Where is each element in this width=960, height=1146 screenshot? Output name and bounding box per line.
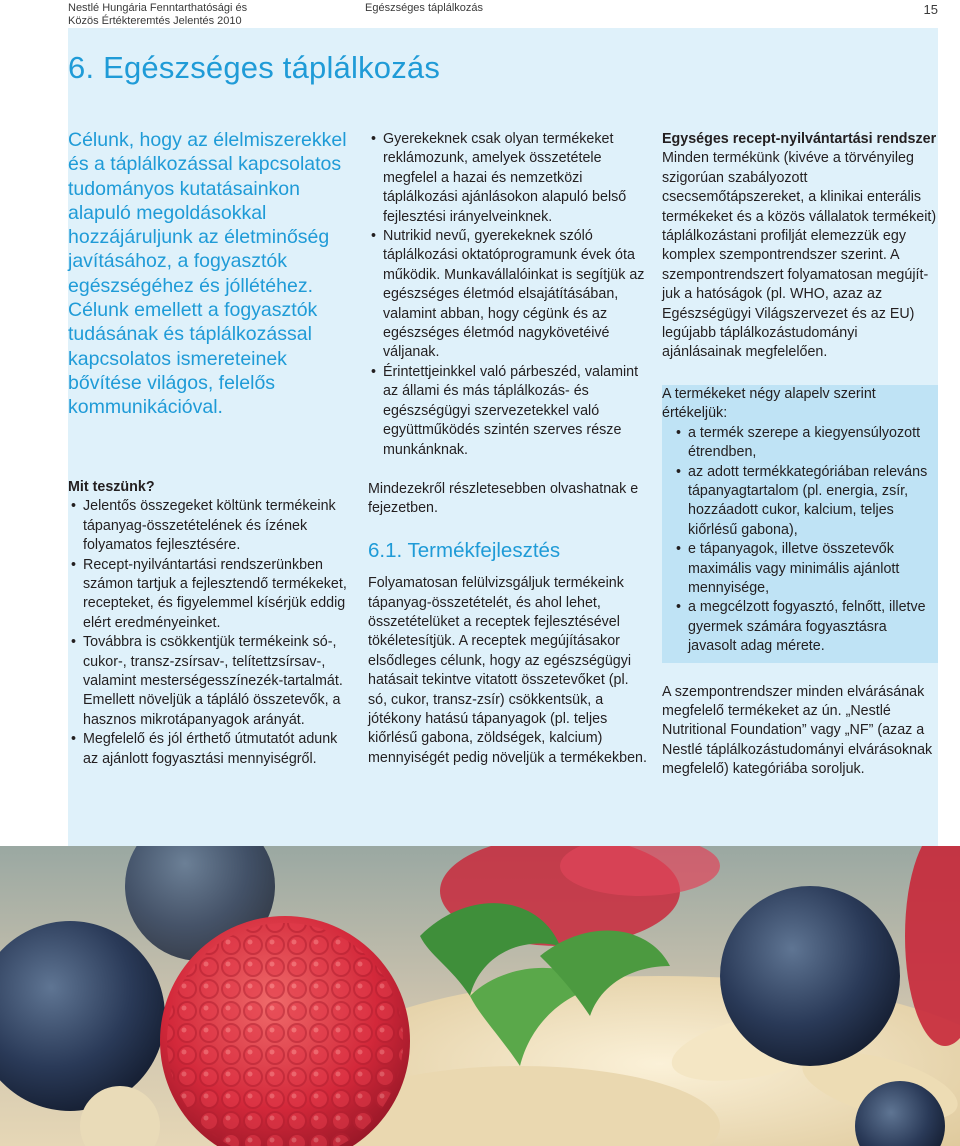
chapter-title: 6. Egészséges táplálkozás	[68, 50, 441, 85]
recipe-system-heading: Egységes recept-nyilvántartási rendszer	[662, 131, 937, 147]
column-1	[68, 478, 350, 769]
principles-box	[662, 385, 938, 663]
list-item: • e tápanyagok, illetve összetevők maximális vagy minimális ajánlott mennyisége,	[662, 540, 938, 598]
what-we-do-list	[68, 497, 350, 769]
principles-list	[662, 424, 938, 657]
section-header: Egészséges táplálkozás	[365, 2, 484, 14]
list-item: • Nutrikid nevű, gyerekeknek szóló táplálkozási oktatóprogramunk évek óta működik. Munkavállalóinkat is segítjük az egészséges életmód elsajátításában, valamint abban, hogy cégünk és az egészséges életmód nagykövetéivé váljanak.	[368, 227, 648, 363]
list-item: • Jelentős összegeket költünk termékeink tápanyag-összetételének és ízének folyamatos fejlesztésére.	[68, 497, 350, 555]
what-we-do-heading: Mit teszünk?	[68, 479, 155, 495]
section-title: 6.1. Termékfejlesztés	[368, 538, 561, 562]
commitments-list	[368, 130, 648, 460]
list-item: • Érintettjeinkkel való párbeszéd, valamint az állami és más táplálkozás- és egészségügyi szervezetekkel való együttműködés szintén szerves része munkánknak.	[368, 363, 648, 460]
column-2	[368, 130, 648, 768]
column-3	[662, 130, 938, 780]
list-item: • Megfelelő és jól érthető útmutatót adunk az ajánlott fogyasztási mennyiségről.	[68, 730, 350, 769]
list-item: • Gyerekeknek csak olyan termékeket reklámozunk, amelyek összetétele megfelel a hazai és nemzetközi táplálkozási ajánlásokon alapuló belső fejlesztési irányelveinknek.	[368, 130, 648, 227]
berries-cereal-photo	[0, 846, 960, 1146]
closing-text: A szempontrendszer minden elvárásának megfelelő termékeket az ún. „Nestlé Nutritional Foundation” vagy „NF” (azaz a Nestlé táplálkozástudományi elvárásoknak megfelelő) kategóriába soroljuk.	[662, 683, 933, 778]
product-development-text: Folyamatosan felülvizsgáljuk termékeink tápanyag-összetételét, és ahol lehet, összetételüket a receptek fejlesztésével tökéletesítjük. A receptek megújításakor elsődleges célunk, hogy az egészségügyi hatásait tekintve vitatott összetevőket (pl. só, cukor, transz-zsír) csökkentsük, a jótékony hatású tápanyagok (pl. teljes kiőrlésű gabona, zöldségek, kalcium) mennyiségét pedig növeljük a termékekben.	[368, 575, 647, 766]
list-item: • a termék szerepe a kiegyensúlyozott étrendben,	[662, 424, 938, 463]
intro-text: Célunk, hogy az élelmiszerekkel és a táplálkozással kapcsolatos tudományos kutatásainkon alapuló megoldásokkal hozzájáruljunk az életminőség javításához, a fogyasztók egészségéhez és jóllétéhez. Célunk emellett a fogyasztók tudásának és táplálkozással kapcsolatos ismereteinek bővítése világos, felelős kommunikációval.	[68, 129, 347, 419]
recipe-system-text: Minden termékünk (kivéve a törvényileg szigorúan szabályozott csecsemőtápszereket, a klinikai enterális termékeket és a közös vállalatok termékeit) táplálkozástani profilját elemezzük egy komplex szempontrendszer szerint. A szempontrendszert folyamatosan megújítjuk a hatóságok (pl. WHO, azaz az Egészségügyi Világszervezet és az EU) legújabb táplálkozástudományi ajánlásainak megfelelően.	[662, 150, 937, 361]
report-header	[68, 2, 247, 28]
principles-intro: A termékeket négy alapelv szerint értékeljük:	[662, 385, 876, 422]
list-item: • a megcélzott fogyasztó, felnőtt, illetve gyermek számára fogyasztásra javasolt adag mérete.	[662, 598, 938, 656]
list-item: • Recept-nyilvántartási rendszerünkben számon tartjuk a fejlesztendő termékeket, recepteket, és figyelemmel kísérjük eddig elért eredményeinket.	[68, 556, 350, 634]
page-number: 15	[923, 2, 938, 17]
org-line-1: Nestlé Hungária Fenntarthatósági és	[68, 2, 248, 14]
list-item: • Továbbra is csökkentjük termékeink só-, cukor-, transz-zsírsav-, telítettzsírsav-, valamint mesterségesszínezék-tartalmát. Emellett növeljük a tápláló összetevők, a hasznos mikrotápanyagok arányát.	[68, 633, 350, 730]
more-details-text: Mindezekről részletesebben olvashatnak e fejezetben.	[368, 480, 639, 517]
org-line-2: Közös Értékteremtés Jelentés 2010	[68, 15, 242, 27]
list-item: • az adott termékkategóriában releváns tápanyagtartalom (pl. energia, zsír, hozzáadott cukor, kalcium, teljes kiőrlésű gabona),	[662, 463, 938, 541]
